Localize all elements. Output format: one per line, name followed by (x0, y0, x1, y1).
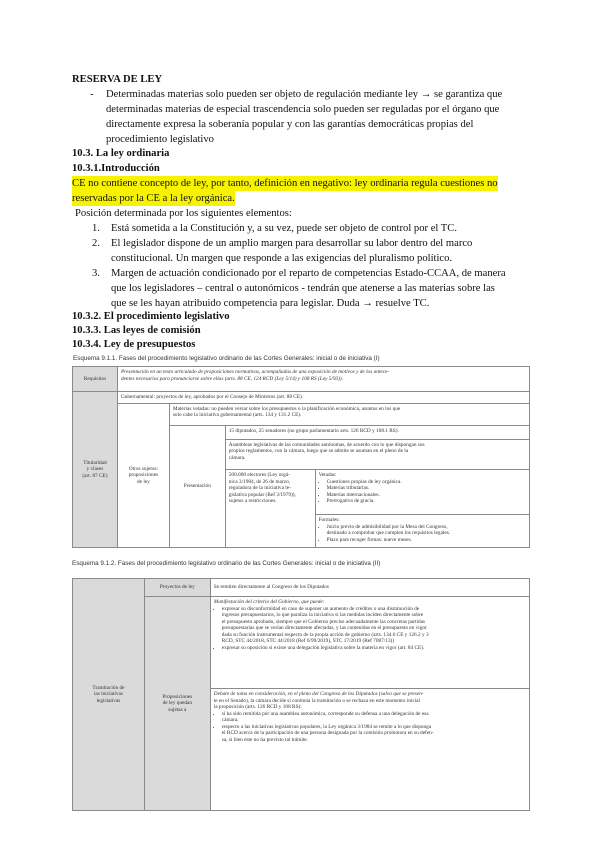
firmas-text: 500.000 electores (Ley orgá- nica 3/1984, de 26 de marzo, reguladora de la iniciativa le- gislativa popular (Ref 3/1979)), sujetos a restricciones. (225, 470, 315, 548)
formalidades-cell: Formales: • Juicio previo de admisibilidad por la Mesa del Congreso, destinado a comprobar que cumplen los requisitos legales. • Plazo para recoger firmas: nueve meses. (315, 515, 529, 548)
list-item-line: Margen de actuación condicionado por el reparto de competencias Estado-CCAA, de manera (111, 268, 506, 279)
highlight-line: reservadas por la CE a la ley orgánica. (72, 193, 235, 204)
list-number: 2. (92, 238, 100, 249)
list-item-line: El legislador dispone de un amplio margen para desarrollar su labor dentro del marco (111, 238, 473, 249)
reserva-line: determinadas materias de especial trascendencia solo pueden ser reguladas por el órgano que (106, 104, 500, 115)
requisitos-label: Requisitos (73, 367, 118, 392)
section-10-3-2: 10.3.2. El procedimiento legislativo (72, 311, 230, 322)
list-item-line: constitucional. Un margen que responde a las exigencias del pluralismo político. (111, 253, 453, 264)
vetadas-cell: Vetadas: • Cuestiones propias de ley orgánica. • Materias tributarias. • Materias internacionales. • Prerrogativa de gracia. (315, 470, 529, 515)
figure-2-caption: Esquema 9.1.2. Fases del procedimiento legislativo ordinario de las Cortes Generales: inicial o de iniciativa (II) (72, 560, 381, 567)
section-10-3-1: 10.3.1.Introducción (72, 163, 160, 174)
highlight-line: CE no contiene concepto de ley, por tanto, definición en negativo: ley ordinaria regula cuestiones no (72, 178, 498, 189)
proyectos-text: Se remiten directamente al Congreso de los Diputados (210, 579, 529, 597)
asambleas-text: Asambleas legislativas de las comunidades autónomas, de acuerdo con lo que dispongan sus propios reglamentos, con la cámara, luego que se admite se asuman en el pleno de la cámara. (225, 439, 529, 470)
presentacion-label: Presentación (169, 426, 225, 548)
manifestacion-cell: Manifestación del criterio del Gobierno, que puede: • expresar su disconformidad en caso de suponer un aumento de créditos o una disminución de ingresos presupuestarios, lo que paraliza la iniciativa si las medidas inciden directamente sobre el presupuesto aprobado, siempre que el Gobierno precise adecuadamente las concretas partidas presupuestarias que se verían directamente afectadas, y las contenidas en el presupuesto en vigor dada su función instrumental respecto de la propia acción de gobierno (arts. 134.6 CE y 126.2 y 3 RCD, STC 44/2018, STC 44/2018 (Ref 6/99/2019), STC 17/2019 (Ref 7087/13)) • expresar su oposición si existe una delegación legislativa sobre la materia en vigor (art. 84 CE). (210, 597, 529, 689)
section-10-3-4: 10.3.4. Ley de presupuestos (72, 339, 196, 350)
otros-sujetos-label: Otros sujetos: proposiciones de ley (117, 403, 169, 547)
list-item-line: que los legisladores – central o autonómicos - tendrán que atenerse a las materias sobre las (111, 283, 495, 294)
reserva-line: directamente expresa la soberanía popular y con las garantías democráticas propias del (106, 119, 474, 130)
reserva-line: Determinadas materias solo pueden ser objeto de regulación mediante ley → se garantiza que (106, 89, 503, 100)
proposiciones-label: Proposiciones de ley quedan sujetas a (144, 597, 210, 811)
titularidad-label: Titularidad y clases (art. 87 CE) (73, 391, 118, 547)
requisitos-text: Presentación en un texto articulado de proposiciones normativas, acompañadas de una exposición de motivos y de los antece- dentes necesarios para pronunciarse sobre ellas (arts. 88 CE, 124 RCD (Ley 5/14) y 108 RS (Ley 5/93)). (117, 367, 529, 392)
toma-consideracion-cell: Debate de toma en consideración, en el pleno del Congreso de los Diputados (salvo que se presen- te en el Senado), la cámara decide si continúa la tramitación o se rechaza en este momento inicial la proposición (arts. 126 RCD y 108 RS): • si ha sido remitida por una asamblea autonómica, corresponde su defensa a una delegación de esa cámara. • respecto a las iniciativas legislativas populares, la Ley orgánica 3/1984 se remite a lo que disponga el RCD acerca de la participación de una persona designada por la comisión promotora en su defen- sa, si bien éste no ha previsto tal trámite. (210, 689, 529, 811)
section-10-3: 10.3. La ley ordinaria (72, 148, 170, 159)
list-number: 3. (92, 268, 100, 279)
list-item-line: Está sometida a la Constitución y, a su vez, puede ser objeto de control por el TC. (111, 223, 457, 234)
list-number: 1. (92, 223, 100, 234)
proyectos-label: Proyectos de ley (144, 579, 210, 597)
reserva-line: procedimiento legislativo (106, 134, 214, 145)
figure-2-table (72, 578, 530, 811)
bullet-dash: - (90, 89, 94, 100)
figure-1-table (72, 366, 530, 548)
heading-reserva-de-ley: RESERVA DE LEY (72, 74, 163, 85)
posicion-text: Posición determinada por los siguientes elementos: (75, 208, 292, 219)
section-10-3-3: 10.3.3. Las leyes de comisión (72, 325, 201, 336)
figure-1-caption: Esquema 9.1.1. Fases del procedimiento legislativo ordinario de las Cortes Generales: inicial o de iniciativa (I) (73, 355, 380, 362)
list-item-line: que se les hayan atribuido competencia para legislar. Duda → resuelve TC. (111, 298, 430, 309)
materias-vetadas-text: Materias vetadas: no pueden versar sobre los presupuestos o la planificación económica, asuntos en los que solo cabe la iniciativa gubernamental (arts. 134 y 131.2 CE). (169, 403, 529, 425)
gubernamental-text: Gubernamental: proyectos de ley, aprobados por el Consejo de Ministros (art. 88 CE). (117, 391, 529, 403)
diputados-text: 15 diputados, 25 senadores (no grupo parlamentario arts. 126 RCD y 108.1 RS). (225, 426, 529, 439)
tramitacion-label: Tramitación de las iniciativas legislativas (73, 579, 145, 811)
